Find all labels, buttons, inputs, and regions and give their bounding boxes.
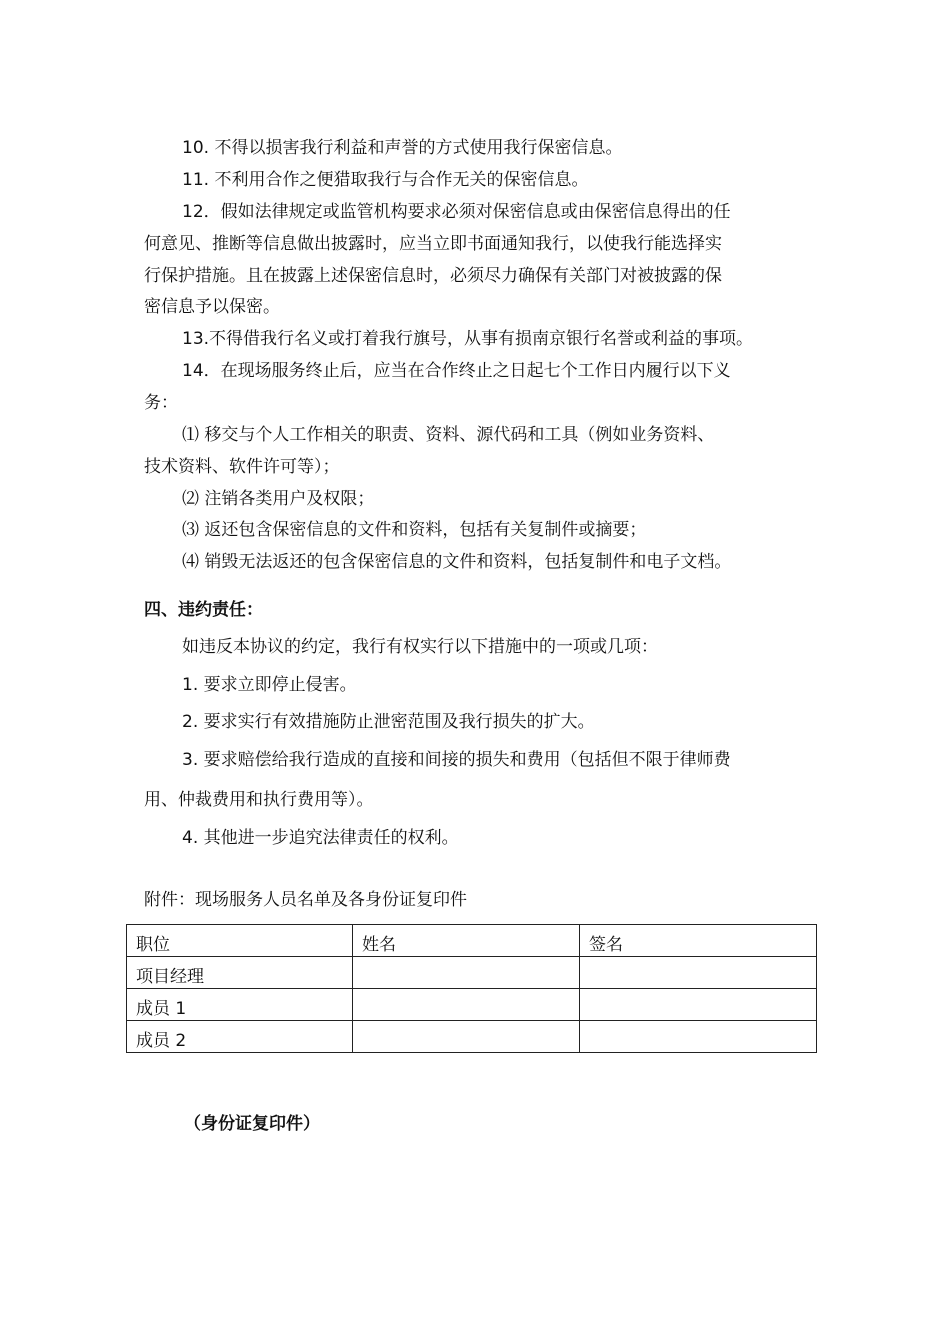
cell-name bbox=[353, 989, 580, 1021]
cell-position: 成员 1 bbox=[127, 989, 353, 1021]
sub-item-4: ⑷ 销毁无法返还的包含保密信息的文件和资料，包括复制件和电子文档。 bbox=[182, 552, 732, 572]
remedy-item-1: 1. 要求立即停止侵害。 bbox=[182, 675, 357, 695]
header-signature: 签名 bbox=[580, 925, 817, 957]
cell-name bbox=[353, 957, 580, 989]
table-header-row bbox=[127, 925, 817, 957]
clause-10: 10. 不得以损害我行利益和声誉的方式使用我行保密信息。 bbox=[182, 138, 623, 158]
remedy-item-2: 2. 要求实行有效措施防止泄密范围及我行损失的扩大。 bbox=[182, 712, 595, 732]
remedy-item-3-line-1: 3. 要求赔偿给我行造成的直接和间接的损失和费用（包括但不限于律师费 bbox=[182, 750, 731, 770]
header-position: 职位 bbox=[127, 925, 353, 957]
clause-12-line-4: 密信息予以保密。 bbox=[144, 297, 280, 317]
section-intro: 如违反本协议的约定，我行有权实行以下措施中的一项或几项： bbox=[182, 637, 658, 657]
cell-signature bbox=[580, 1021, 817, 1053]
cell-name bbox=[353, 1021, 580, 1053]
header-name: 姓名 bbox=[353, 925, 580, 957]
clause-12-line-3: 行保护措施。且在披露上述保密信息时，必须尽力确保有关部门对被披露的保 bbox=[144, 266, 722, 286]
table-row bbox=[127, 1021, 817, 1053]
sub-item-1-line-2: 技术资料、软件许可等）； bbox=[144, 457, 340, 477]
clause-13: 13.不得借我行名义或打着我行旗号，从事有损南京银行名誉或利益的事项。 bbox=[182, 329, 754, 349]
sub-item-3: ⑶ 返还包含保密信息的文件和资料，包括有关复制件或摘要； bbox=[182, 520, 647, 540]
section-heading: 四、违约责任： bbox=[144, 600, 263, 620]
cell-position: 成员 2 bbox=[127, 1021, 353, 1053]
cell-signature bbox=[580, 989, 817, 1021]
clause-11: 11. 不利用合作之便猎取我行与合作无关的保密信息。 bbox=[182, 170, 589, 190]
cell-position: 项目经理 bbox=[127, 957, 353, 989]
sub-item-2: ⑵ 注销各类用户及权限； bbox=[182, 489, 375, 509]
sub-item-1-line-1: ⑴ 移交与个人工作相关的职责、资料、源代码和工具（例如业务资料、 bbox=[182, 425, 715, 445]
clause-12-line-2: 何意见、推断等信息做出披露时，应当立即书面通知我行，以使我行能选择实 bbox=[144, 234, 722, 254]
clause-12-line-1: 12．假如法律规定或监管机构要求必须对保密信息或由保密信息得出的任 bbox=[182, 202, 731, 222]
remedy-item-4: 4. 其他进一步追究法律责任的权利。 bbox=[182, 828, 459, 848]
clause-14-line-1: 14．在现场服务终止后，应当在合作终止之日起七个工作日内履行以下义 bbox=[182, 361, 731, 381]
remedy-item-3-line-2: 用、仲裁费用和执行费用等）。 bbox=[144, 790, 374, 810]
cell-signature bbox=[580, 957, 817, 989]
attachment-caption: 附件：现场服务人员名单及各身份证复印件 bbox=[144, 890, 467, 910]
id-copy-label: （身份证复印件） bbox=[184, 1114, 320, 1134]
table-row bbox=[127, 957, 817, 989]
clause-14-line-2: 务： bbox=[144, 393, 178, 413]
table-row bbox=[127, 989, 817, 1021]
personnel-table bbox=[126, 924, 817, 1053]
